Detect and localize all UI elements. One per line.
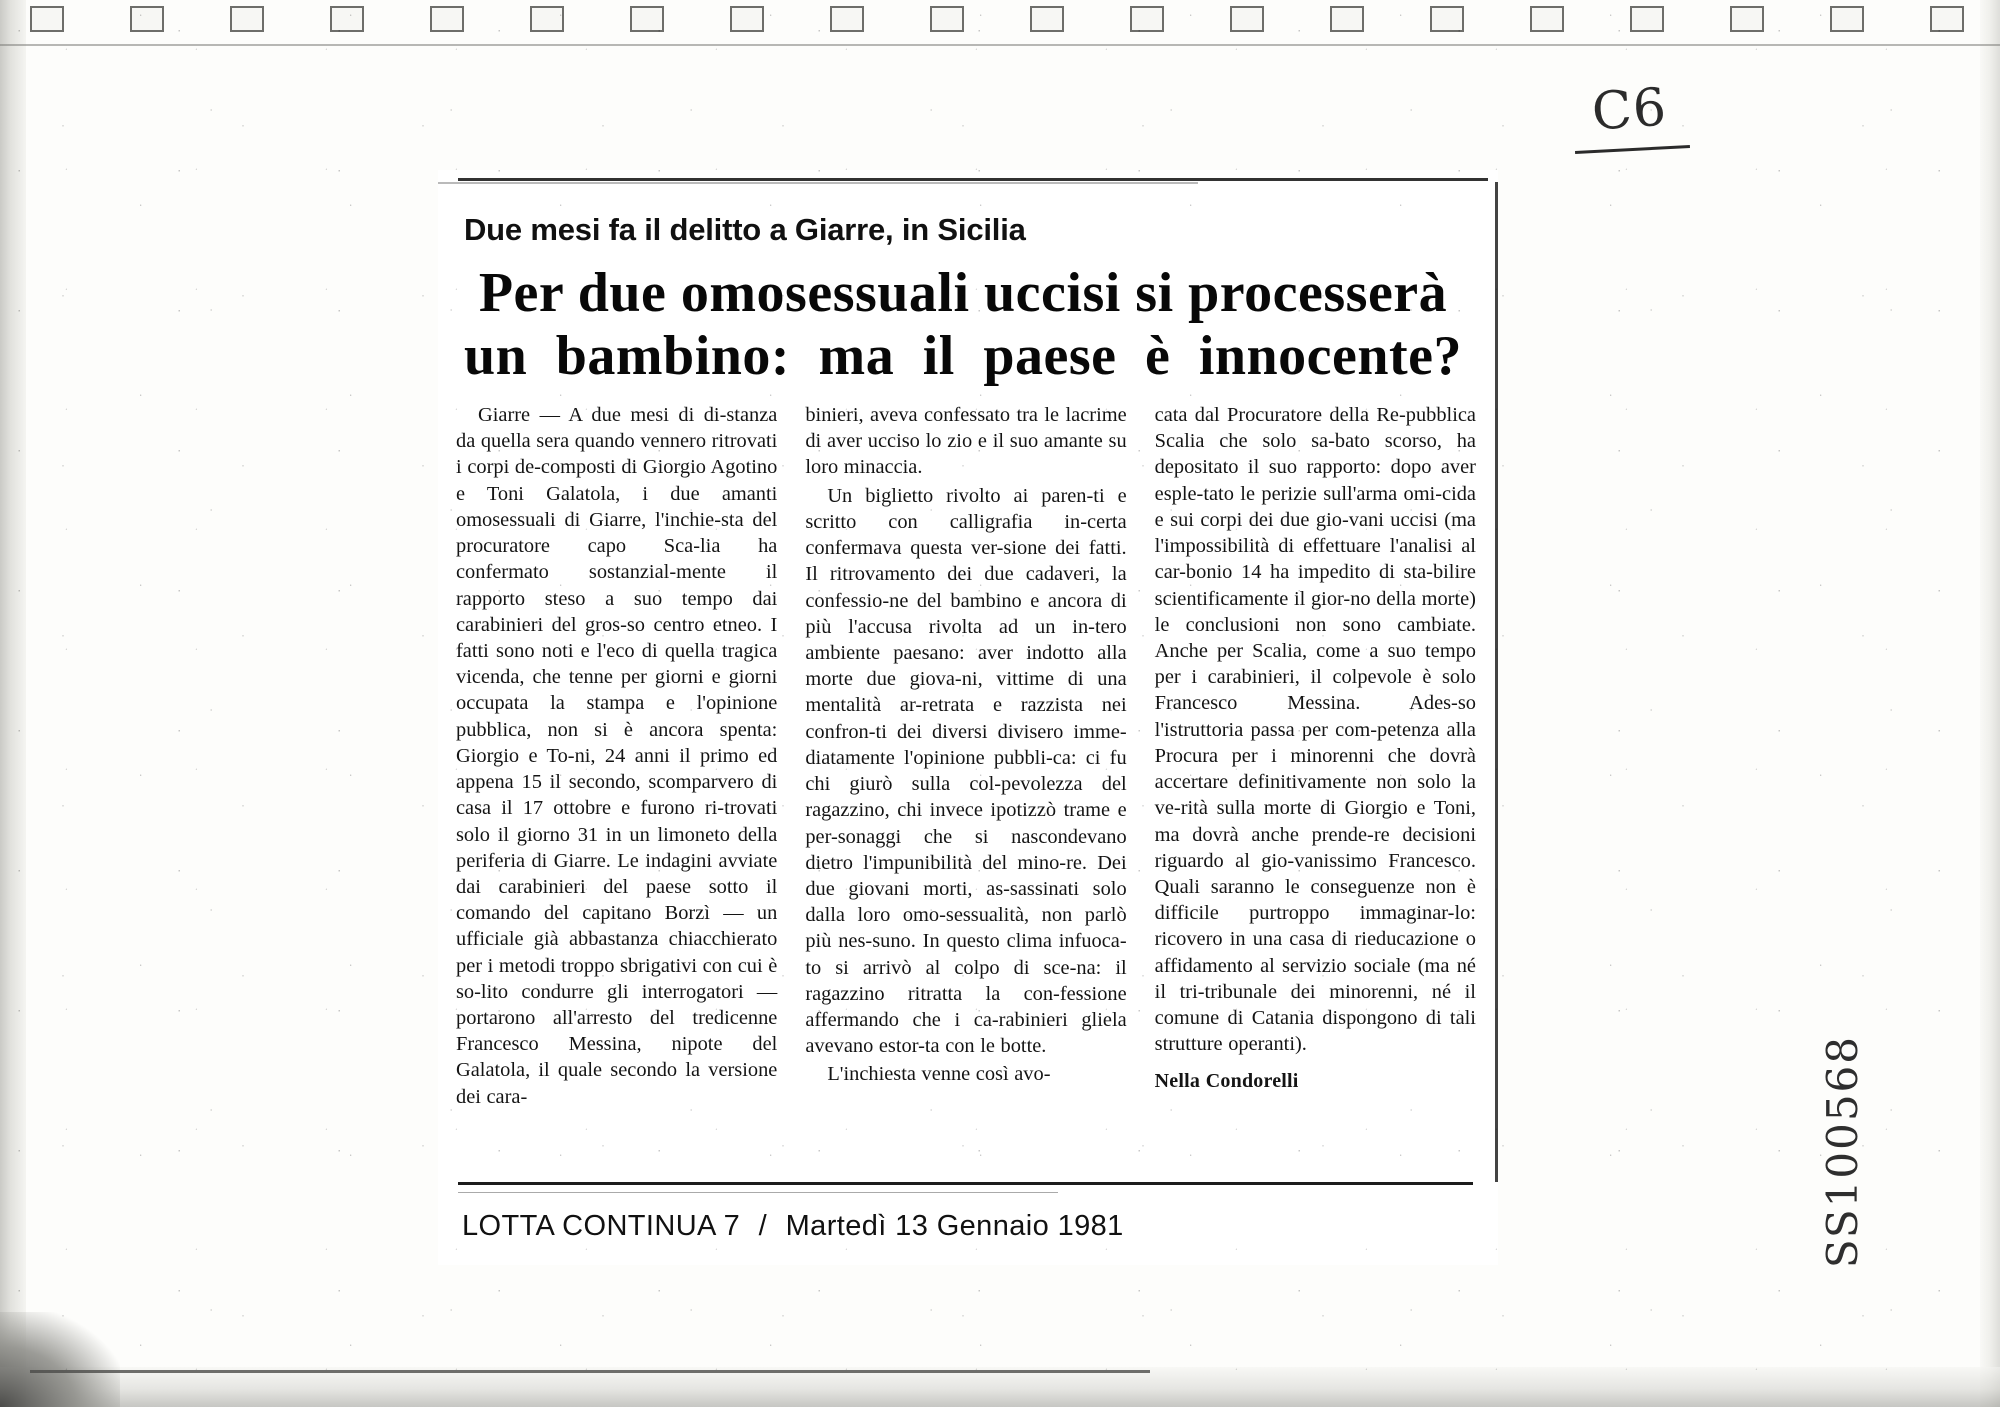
punch-strip-rule xyxy=(0,44,2000,46)
punch-hole xyxy=(1330,6,1364,32)
punch-hole xyxy=(930,6,964,32)
headline-line-1: Per due omosessuali uccisi si processerà xyxy=(478,262,1448,324)
punch-hole xyxy=(1730,6,1764,32)
footer-rule xyxy=(458,1182,1473,1185)
punch-hole xyxy=(1130,6,1164,32)
punch-hole xyxy=(530,6,564,32)
scan-bottom-rule xyxy=(30,1370,1150,1373)
article-footer xyxy=(462,1210,1124,1243)
article-column-3 xyxy=(1155,402,1476,1110)
article-byline: Nella Condorelli xyxy=(1154,1070,1299,1093)
scan-right-edge xyxy=(1980,0,2000,1407)
punch-hole xyxy=(1430,6,1464,32)
punch-hole xyxy=(1030,6,1064,32)
footer-date: Martedì 13 Gennaio 1981 xyxy=(785,1210,1124,1242)
punch-hole xyxy=(1530,6,1564,32)
article-column-1 xyxy=(456,402,777,1110)
clipping-top-rule xyxy=(458,178,1488,181)
article-kicker: Due mesi fa il delitto a Giarre, in Sicilia xyxy=(464,212,1026,247)
scan-left-edge xyxy=(0,0,26,1407)
punch-hole xyxy=(1830,6,1864,32)
article-headline xyxy=(448,262,1478,387)
punch-hole xyxy=(30,6,64,32)
footer-rule-secondary xyxy=(458,1192,1058,1193)
clipping-top-rule-faint xyxy=(438,182,1198,184)
punch-hole xyxy=(630,6,664,32)
newspaper-clipping xyxy=(438,170,1498,1265)
punch-hole xyxy=(730,6,764,32)
punch-hole xyxy=(830,6,864,32)
punch-hole xyxy=(330,6,364,32)
punch-hole xyxy=(1930,6,1964,32)
headline-line-2: un bambino: ma il paese è innocente? xyxy=(463,324,1463,387)
paragraph: L'inchiesta venne così avo- xyxy=(827,1063,1051,1086)
article-column-2 xyxy=(805,402,1126,1110)
footer-publication: LOTTA CONTINUA 7 xyxy=(462,1210,741,1242)
punch-hole xyxy=(1230,6,1264,32)
footer-separator: / xyxy=(758,1210,768,1242)
punch-hole xyxy=(130,6,164,32)
scan-bottom-edge xyxy=(0,1367,2000,1407)
archive-number-annotation: SS100568 xyxy=(1818,1035,1867,1269)
paragraph: cata dal Procuratore della Re-pubblica Scalia che solo sa-bato scorso, ha depositato il suo rapporto: dopo aver esple-tato le perizie sull'arma omi-cida e sui corpi dei due gio-vani uccisi (ma l'impossibilità di effettuare l'analisi al car-bonio 14 ha impedito di sta-bilire scientificamente il gior-no della morte) le conclusioni non sono cambiate. Anche per Scalia, come a suo tempo per i carabinieri, il colpevole è solo Francesco Messina. Ades-so l'istruttoria passa per com-petenza alla Procura per i minorenni che dovrà accertare definitivamente non solo la ve-rità sulla morte di Giorgio e Toni, ma dovrà anche prende-re decisioni riguardo al gio-vanissimo Francesco. Quali saranno le conseguenze non è difficile purtroppo immaginar-lo: ricovero in una casa di rieducazione o affidamento al servizio sociale (ma né il tri-tribunale dei minorenni, né il comune di Catania dispongono di tali strutture operanti). xyxy=(1154,404,1476,1056)
punch-hole xyxy=(230,6,264,32)
scan-corner-smudge xyxy=(0,1312,120,1407)
punch-hole-strip xyxy=(0,0,2000,46)
paragraph: binieri, aveva confessato tra le lacrime di aver ucciso lo zio e il suo amante su loro minaccia. xyxy=(805,404,1127,479)
punch-hole xyxy=(1630,6,1664,32)
handwritten-code-underline xyxy=(1575,145,1690,154)
punch-hole xyxy=(430,6,464,32)
handwritten-code-annotation: C6 xyxy=(1589,77,1669,143)
paragraph: Un biglietto rivolto ai paren-ti e scritto con calligrafia in-certa confermava questa ver-sione dei fatti. Il ritrovamento dei due cadaveri, la confessio-ne del bambino e ancora di più l'accusa rivolta ad un in-tero ambiente paesano: aver indotto alla morte due giova-ni, vittime di una mentalità ar-retrata e razzista nei confron-ti dei diversi divisero imme-diatamente l'opinione pubbli-ca: ci fu chi giurò sulla col-pevolezza del ragazzino, chi invece ipotizzò trame e per-sonaggi che si nascondevano dietro l'impunibilità del mino-re. Dei due giovani morti, as-sassinati solo dalla loro omo-sessualità, non parlò più nes-suno. In questo clima infuoca-to si arrivò al colpo di sce-na: il ragazzino ritratta la con-fessione affermando che i ca-rabinieri gliela avevano estor-ta con le botte. xyxy=(805,484,1127,1058)
clipping-right-rule xyxy=(1495,182,1498,1182)
article-body xyxy=(456,402,1476,1110)
paragraph: Giarre — A due mesi di di-stanza da quella sera quando vennero ritrovati i corpi de-composti di Giorgio Agotino e Toni Galatola, i due amanti omosessuali di Giarre, l'inchie-sta del procuratore capo Sca-lia ha confermato sostanzial-mente il rapporto steso a suo tempo dai carabinieri del gros-so centro etneo. I fatti sono noti e l'eco di quella tragica vicenda, che tenne per giorni e giorni occupata la stampa e l'opinione pubblica, non si è ancora spenta: Giorgio e To-ni, 24 anni il primo ed appena 15 il secondo, scomparvero di casa il 17 ottobre e furono ri-trovati solo il giorno 31 in un limoneto della periferia di Giarre. Le indagini avviate dai carabinieri del paese sotto il comando del capitano Borzì — un ufficiale già abbastanza chiacchierato per i metodi troppo sbrigativi con cui è so-lito condurre gli interrogatori — portarono all'arresto del tredicenne Francesco Messina, nipote del Galatola, il quale secondo la versione dei cara- xyxy=(456,404,778,1108)
